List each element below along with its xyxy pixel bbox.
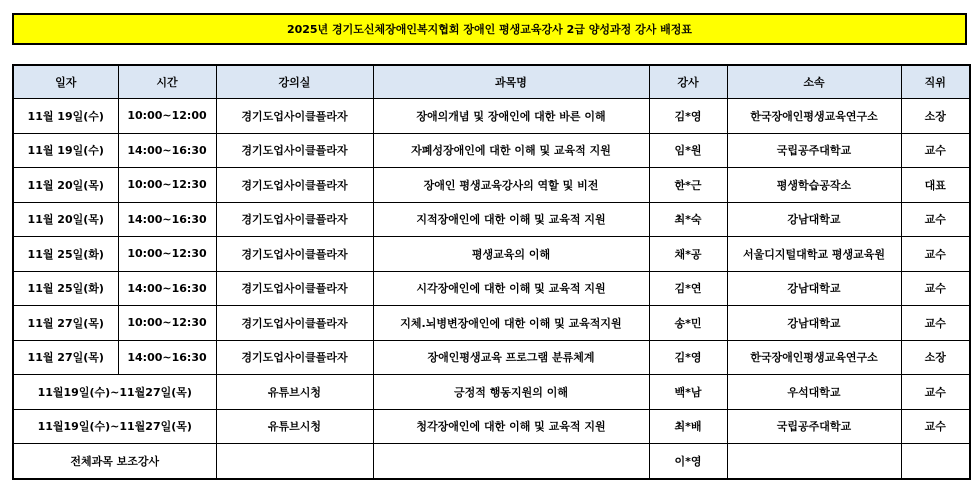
table-row <box>13 409 970 444</box>
document-title: 2025년 경기도신체장애인복지협회 장애인 평생교육강사 2급 양성과정 강사 배정표 <box>12 13 967 45</box>
instructor-cell: 최*숙 <box>649 202 727 237</box>
table-header-row <box>13 65 970 99</box>
subject-cell: 지적장애인에 대한 이해 및 교육적 지원 <box>373 202 649 237</box>
assistant-label-cell: 전체과목 보조강사 <box>13 444 216 479</box>
subject-cell: 청각장애인에 대한 이해 및 교육적 지원 <box>373 409 649 444</box>
position-cell: 교수 <box>901 375 970 410</box>
room-cell: 경기도업사이클플라자 <box>216 237 373 272</box>
instructor-cell: 김*영 <box>649 340 727 375</box>
time-cell: 14:00~16:30 <box>118 340 216 375</box>
subject-cell: 평생교육의 이해 <box>373 237 649 272</box>
time-cell: 14:00~16:30 <box>118 271 216 306</box>
subject-cell: 장애인 평생교육강사의 역할 및 비전 <box>373 168 649 203</box>
table-row <box>13 99 970 134</box>
subject-cell: 장애인평생교육 프로그램 분류체계 <box>373 340 649 375</box>
position-cell <box>901 444 970 479</box>
schedule-table <box>12 64 971 480</box>
affiliation-cell: 한국장애인평생교육연구소 <box>727 340 901 375</box>
position-cell: 교수 <box>901 202 970 237</box>
affiliation-cell: 서울디지털대학교 평생교육원 <box>727 237 901 272</box>
affiliation-cell: 우석대학교 <box>727 375 901 410</box>
table-row <box>13 168 970 203</box>
period-cell: 11월19일(수)~11월27일(목) <box>13 409 216 444</box>
affiliation-cell: 국립공주대학교 <box>727 409 901 444</box>
table-row <box>13 202 970 237</box>
date-cell: 11월 19일(수) <box>13 133 118 168</box>
affiliation-cell: 강남대학교 <box>727 202 901 237</box>
room-cell: 경기도업사이클플라자 <box>216 306 373 341</box>
position-cell: 교수 <box>901 271 970 306</box>
position-cell: 소장 <box>901 99 970 134</box>
header-position: 직위 <box>901 65 970 99</box>
instructor-cell: 김*영 <box>649 99 727 134</box>
table-row <box>13 375 970 410</box>
table-row <box>13 271 970 306</box>
position-cell: 교수 <box>901 306 970 341</box>
room-cell <box>216 444 373 479</box>
affiliation-cell: 평생학습공작소 <box>727 168 901 203</box>
table-row <box>13 306 970 341</box>
room-cell: 경기도업사이클플라자 <box>216 133 373 168</box>
room-cell: 경기도업사이클플라자 <box>216 271 373 306</box>
date-cell: 11월 19일(수) <box>13 99 118 134</box>
instructor-cell: 이*영 <box>649 444 727 479</box>
position-cell: 교수 <box>901 133 970 168</box>
header-date: 일자 <box>13 65 118 99</box>
header-time: 시간 <box>118 65 216 99</box>
room-cell: 경기도업사이클플라자 <box>216 168 373 203</box>
table-row <box>13 237 970 272</box>
table-row <box>13 340 970 375</box>
date-cell: 11월 20일(목) <box>13 202 118 237</box>
affiliation-cell: 국립공주대학교 <box>727 133 901 168</box>
header-subject: 과목명 <box>373 65 649 99</box>
time-cell: 10:00~12:30 <box>118 237 216 272</box>
room-cell: 유튜브시청 <box>216 375 373 410</box>
instructor-cell: 임*원 <box>649 133 727 168</box>
room-cell: 경기도업사이클플라자 <box>216 99 373 134</box>
affiliation-cell: 한국장애인평생교육연구소 <box>727 99 901 134</box>
instructor-cell: 백*남 <box>649 375 727 410</box>
date-cell: 11월 25일(화) <box>13 271 118 306</box>
subject-cell: 자폐성장애인에 대한 이해 및 교육적 지원 <box>373 133 649 168</box>
header-room: 강의실 <box>216 65 373 99</box>
header-affiliation: 소속 <box>727 65 901 99</box>
room-cell: 유튜브시청 <box>216 409 373 444</box>
period-cell: 11월19일(수)~11월27일(목) <box>13 375 216 410</box>
instructor-cell: 송*민 <box>649 306 727 341</box>
subject-cell: 시각장애인에 대한 이해 및 교육적 지원 <box>373 271 649 306</box>
table-footer-row <box>13 444 970 479</box>
time-cell: 10:00~12:30 <box>118 168 216 203</box>
affiliation-cell: 강남대학교 <box>727 271 901 306</box>
time-cell: 10:00~12:00 <box>118 99 216 134</box>
date-cell: 11월 27일(목) <box>13 340 118 375</box>
affiliation-cell <box>727 444 901 479</box>
table-row <box>13 133 970 168</box>
position-cell: 대표 <box>901 168 970 203</box>
time-cell: 14:00~16:30 <box>118 133 216 168</box>
subject-cell: 장애의개념 및 장애인에 대한 바른 이해 <box>373 99 649 134</box>
date-cell: 11월 27일(목) <box>13 306 118 341</box>
room-cell: 경기도업사이클플라자 <box>216 202 373 237</box>
position-cell: 교수 <box>901 237 970 272</box>
position-cell: 소장 <box>901 340 970 375</box>
instructor-cell: 한*근 <box>649 168 727 203</box>
affiliation-cell: 강남대학교 <box>727 306 901 341</box>
subject-cell: 지체.뇌병변장애인에 대한 이해 및 교육적지원 <box>373 306 649 341</box>
time-cell: 14:00~16:30 <box>118 202 216 237</box>
instructor-cell: 최*배 <box>649 409 727 444</box>
subject-cell: 긍정적 행동지원의 이해 <box>373 375 649 410</box>
date-cell: 11월 20일(목) <box>13 168 118 203</box>
position-cell: 교수 <box>901 409 970 444</box>
date-cell: 11월 25일(화) <box>13 237 118 272</box>
room-cell: 경기도업사이클플라자 <box>216 340 373 375</box>
instructor-cell: 채*공 <box>649 237 727 272</box>
subject-cell <box>373 444 649 479</box>
instructor-cell: 김*연 <box>649 271 727 306</box>
time-cell: 10:00~12:30 <box>118 306 216 341</box>
header-instructor: 강사 <box>649 65 727 99</box>
